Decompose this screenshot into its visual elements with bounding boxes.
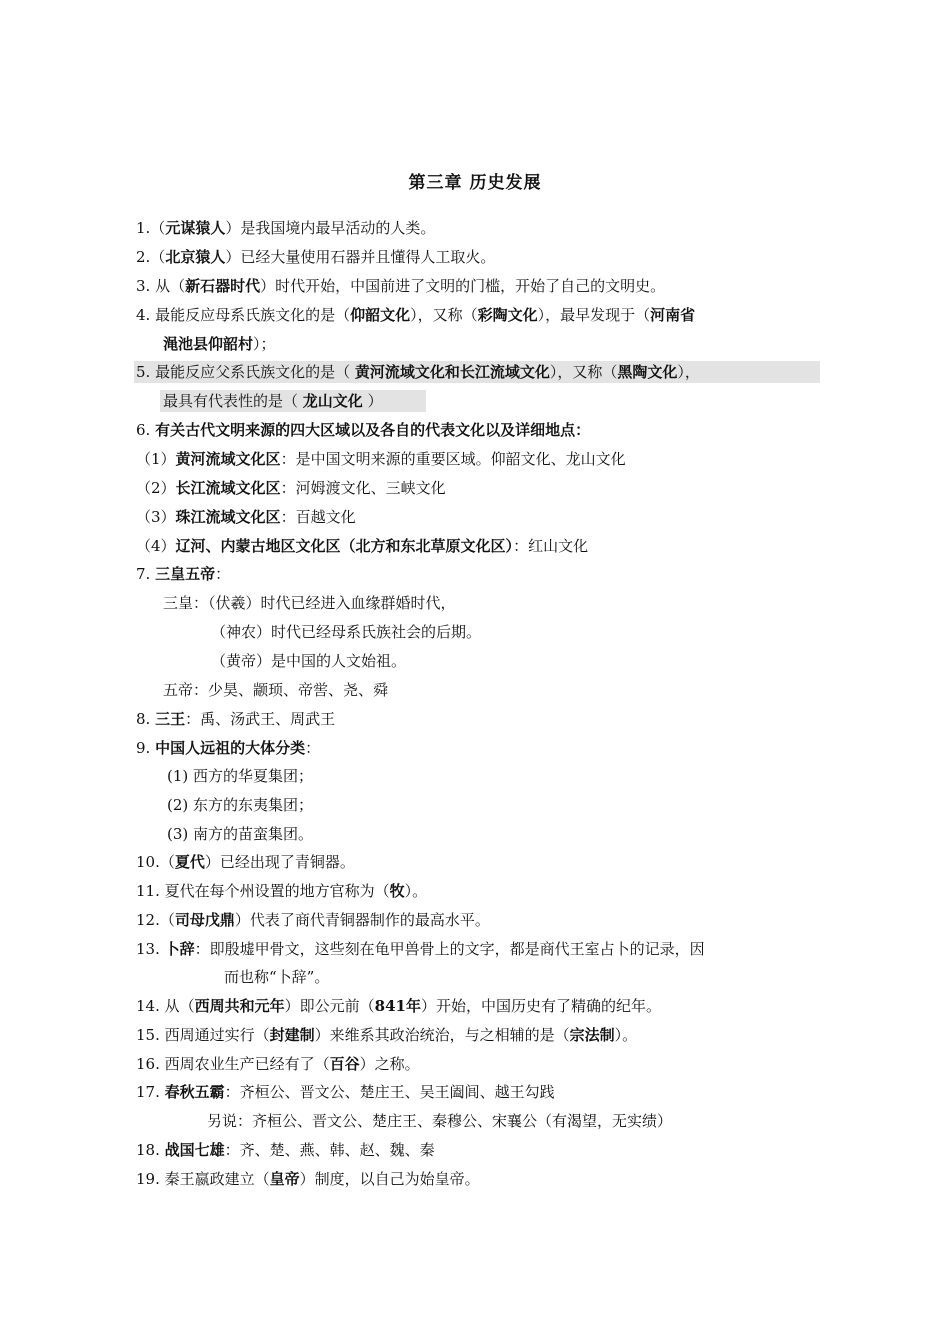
line-text: ）已经出现了青铜器。 bbox=[204, 853, 355, 871]
item-6-sub-4 bbox=[136, 536, 588, 556]
line-text: ： bbox=[305, 739, 321, 757]
line-text: 最具有代表性的是（ bbox=[163, 392, 303, 410]
bold-term: 渑池县仰韶村 bbox=[163, 335, 254, 353]
line-text: 8. bbox=[136, 710, 156, 728]
line-text: ）之称。 bbox=[359, 1055, 420, 1073]
chapter-title: 第三章 历史发展 bbox=[408, 173, 542, 193]
bold-term: 长江流域文化区 bbox=[175, 479, 281, 497]
line-text: ：即殷墟甲骨文，这些刻在龟甲兽骨上的文字，都是商代王室占卜的记录，因 bbox=[194, 940, 705, 958]
item-5 bbox=[136, 362, 700, 382]
line-text: （3） bbox=[136, 508, 176, 526]
bold-term: 仰韶文化 bbox=[350, 306, 411, 324]
item-9-sub-2 bbox=[167, 795, 313, 815]
item-12 bbox=[136, 910, 490, 930]
item-6-sub-1 bbox=[136, 449, 626, 469]
bold-term: 黄河流域文化和长江流域文化 bbox=[354, 363, 550, 381]
item-19 bbox=[136, 1169, 480, 1189]
item-11 bbox=[136, 881, 427, 901]
bold-term: 辽河、内蒙古地区文化区（北方和东北草原文化区） bbox=[175, 537, 514, 555]
item-17 bbox=[136, 1082, 555, 1102]
bold-term: 牧 bbox=[389, 882, 405, 900]
item-9-sub-3 bbox=[167, 824, 313, 844]
item-18 bbox=[136, 1140, 435, 1160]
line-text: 14. 从（ bbox=[136, 997, 195, 1015]
bold-term: 春秋五霸 bbox=[164, 1083, 225, 1101]
item-6-sub-2 bbox=[136, 478, 446, 498]
line-text: 5. 最能反应父系氏族文化的是（ bbox=[136, 363, 355, 381]
bold-term: 三皇五帝 bbox=[155, 565, 216, 583]
line-text: 另说：齐桓公、晋文公、楚庄王、秦穆公、宋襄公（有渴望，无实绩） bbox=[207, 1112, 673, 1130]
item-15 bbox=[136, 1025, 637, 1045]
line-text: ）； bbox=[253, 335, 276, 353]
item-5-cont bbox=[163, 391, 383, 411]
bold-term: 珠江流域文化区 bbox=[175, 508, 281, 526]
bold-term: 黄河流域文化区 bbox=[175, 450, 281, 468]
item-13-cont bbox=[224, 967, 329, 987]
bold-term: 司母戊鼎 bbox=[174, 911, 235, 929]
line-text: 13. bbox=[136, 940, 165, 958]
bold-term: 841年 bbox=[374, 997, 421, 1015]
bold-term: 彩陶文化 bbox=[477, 306, 538, 324]
line-text: 10.（ bbox=[136, 853, 175, 871]
bold-term: 有关古代文明来源的四大区域以及各自的代表文化以及详细地点： bbox=[155, 421, 591, 439]
item-9-sub-1 bbox=[167, 766, 313, 786]
line-text: （神农）时代已经母系氏族社会的后期。 bbox=[211, 623, 482, 641]
line-text: 15. 西周通过实行（ bbox=[136, 1026, 270, 1044]
line-text: ： bbox=[215, 565, 231, 583]
line-text: (2) 东方的东夷集团； bbox=[167, 796, 314, 814]
line-text: (1) 西方的华夏集团； bbox=[167, 767, 314, 785]
item-4 bbox=[136, 305, 695, 325]
bold-term: 百谷 bbox=[329, 1055, 360, 1073]
line-text: ：齐桓公、晋文公、楚庄王、吴王阖闾、越王勾践 bbox=[224, 1083, 555, 1101]
line-text: 1.（ bbox=[136, 219, 166, 237]
item-3 bbox=[136, 276, 665, 296]
line-text: 7. bbox=[136, 565, 156, 583]
item-14 bbox=[136, 996, 661, 1016]
item-10 bbox=[136, 852, 355, 872]
line-text: ），最早发现于（ bbox=[537, 306, 651, 324]
bold-term: 三王 bbox=[155, 710, 186, 728]
line-text: （4） bbox=[136, 537, 176, 555]
line-text: 2.（ bbox=[136, 248, 166, 266]
item-7-shennong bbox=[211, 622, 481, 642]
line-text: ），又称（ bbox=[410, 306, 478, 324]
line-text: ）是我国境内最早活动的人类。 bbox=[225, 219, 436, 237]
line-text: （1） bbox=[136, 450, 176, 468]
item-8 bbox=[136, 709, 335, 729]
bold-term: 中国人远祖的大体分类 bbox=[155, 739, 306, 757]
item-2 bbox=[136, 247, 495, 267]
bold-term: 河南省 bbox=[650, 306, 696, 324]
line-text: 18. bbox=[136, 1141, 165, 1159]
item-17-alt bbox=[207, 1111, 672, 1131]
line-text: 三皇：（伏羲）时代已经进入血缘群婚时代， bbox=[163, 594, 456, 612]
item-7-huangdi bbox=[211, 651, 406, 671]
bold-term: 战国七雄 bbox=[164, 1141, 225, 1159]
line-text: ）即公元前（ bbox=[284, 997, 375, 1015]
line-text: ） bbox=[362, 392, 383, 410]
line-text: 11. 夏代在每个州设置的地方官称为（ bbox=[136, 882, 390, 900]
line-text: ）代表了商代青铜器制作的最高水平。 bbox=[234, 911, 490, 929]
line-text: ：百越文化 bbox=[280, 508, 356, 526]
bold-term: 封建制 bbox=[269, 1026, 315, 1044]
line-text: 9. bbox=[136, 739, 156, 757]
line-text: ）制度，以自己为始皇帝。 bbox=[299, 1170, 480, 1188]
bold-term: 黑陶文化 bbox=[617, 363, 678, 381]
item-6 bbox=[136, 420, 590, 440]
line-text: 而也称“卜辞”。 bbox=[224, 968, 330, 986]
bold-term: 新石器时代 bbox=[185, 277, 261, 295]
bold-term: 皇帝 bbox=[269, 1170, 300, 1188]
line-text: 19. 秦王嬴政建立（ bbox=[136, 1170, 270, 1188]
line-text: （2） bbox=[136, 479, 176, 497]
line-text: ）来维系其政治统治，与之相辅的是（ bbox=[314, 1026, 570, 1044]
line-text: ）时代开始，中国前进了文明的门槛，开始了自己的文明史。 bbox=[260, 277, 666, 295]
line-text: ：齐、楚、燕、韩、赵、魏、秦 bbox=[224, 1141, 435, 1159]
line-text: 16. 西周农业生产已经有了（ bbox=[136, 1055, 330, 1073]
item-7-wudi bbox=[163, 680, 388, 700]
line-text: ）， bbox=[677, 363, 700, 381]
item-4-cont bbox=[163, 334, 276, 354]
line-text: ），又称（ bbox=[549, 363, 618, 381]
item-1 bbox=[136, 218, 435, 238]
line-text: (3) 南方的苗蛮集团。 bbox=[167, 825, 314, 843]
bold-term: 卜辞 bbox=[164, 940, 195, 958]
line-text: 五帝：少昊、颛顼、帝喾、尧、舜 bbox=[163, 681, 389, 699]
line-text: ：是中国文明来源的重要区域。仰韶文化、龙山文化 bbox=[280, 450, 626, 468]
item-13 bbox=[136, 939, 705, 959]
line-text: 4. 最能反应母系氏族文化的是（ bbox=[136, 306, 351, 324]
line-text: ：禹、汤武王、周武王 bbox=[185, 710, 336, 728]
item-16 bbox=[136, 1054, 420, 1074]
line-text: 3. 从（ bbox=[136, 277, 186, 295]
line-text: ）。 bbox=[404, 882, 428, 900]
item-9 bbox=[136, 738, 320, 758]
bold-term: 北京猿人 bbox=[165, 248, 226, 266]
line-text: 12.（ bbox=[136, 911, 175, 929]
bold-term: 西周共和元年 bbox=[194, 997, 285, 1015]
bold-term: 宗法制 bbox=[569, 1026, 615, 1044]
bold-term: 夏代 bbox=[174, 853, 205, 871]
line-text: ）开始，中国历史有了精确的纪年。 bbox=[420, 997, 661, 1015]
bold-term: 元谋猿人 bbox=[165, 219, 226, 237]
item-7 bbox=[136, 564, 230, 584]
line-text: ：红山文化 bbox=[513, 537, 589, 555]
line-text: ）已经大量使用石器并且懂得人工取火。 bbox=[225, 248, 496, 266]
bold-term: 龙山文化 bbox=[302, 392, 363, 410]
line-text: 6. bbox=[136, 421, 156, 439]
item-6-sub-3 bbox=[136, 507, 356, 527]
item-7-sanhuang bbox=[163, 593, 456, 613]
line-text: （黄帝）是中国的人文始祖。 bbox=[211, 652, 407, 670]
line-text: ）。 bbox=[614, 1026, 638, 1044]
line-text: 17. bbox=[136, 1083, 165, 1101]
line-text: ：河姆渡文化、三峡文化 bbox=[280, 479, 446, 497]
